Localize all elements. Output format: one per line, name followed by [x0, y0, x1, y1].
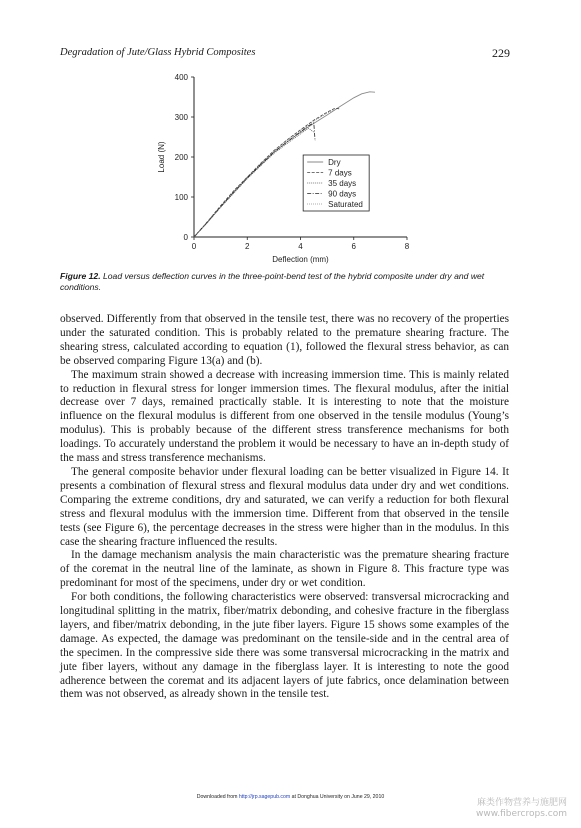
figure-caption — [60, 271, 512, 293]
legend-label: Dry — [328, 158, 341, 167]
watermark-line: www.fibercrops.com — [476, 809, 567, 819]
footer-link[interactable]: http://jrp.sagepub.com — [238, 794, 291, 800]
y-tick-label: 0 — [183, 233, 188, 242]
running-title: Degradation of Jute/Glass Hybrid Composites — [60, 47, 256, 58]
series-line-90-days — [194, 123, 315, 237]
x-tick-label: 6 — [351, 242, 356, 251]
x-axis-label: Deflection (mm) — [272, 255, 329, 264]
series-line-35-days — [194, 128, 314, 237]
legend-label: 35 days — [328, 179, 357, 188]
paragraph: The general composite behavior under flexural loading can be better visualized in Figure 14. It presents a combination of flexural stress and flexural modulus data under dry and wet conditions. Comparing the extreme conditions, dry and saturated, we can verify a reduction for both flexural stress and flexural modulus with the immersion time. Different from that observed in the tensile tests (see Figure 6), the percentage decreases in the stress were higher than in the modulus. In this case the shearing fracture influenced the results. — [60, 465, 509, 548]
footer-suffix: at Donghua University on June 29, 2010 — [290, 794, 385, 800]
paragraph: In the damage mechanism analysis the main characteristic was the premature shearing fracture of the coremat in the neutral line of the laminate, as shown in Figure 8. This fracture type was predominant for most of the specimens, under dry or wet condition. — [60, 549, 509, 590]
legend-label: 90 days — [328, 189, 357, 199]
body-text — [60, 313, 509, 702]
x-tick-label: 4 — [298, 242, 303, 251]
y-tick-label: 400 — [174, 73, 188, 82]
chart-legend — [303, 155, 369, 211]
paragraph: The maximum strain showed a decrease with increasing immersion time. This is mainly related to reduction in flexural stress for longer immersion times. The flexural modulus, after the initial decrease over 7 days, remained practically stable. It is interesting to note that the moisture influence on the flexural modulus is different from one observed in the tensile modulus (Young’s modulus). This is probably because of the different stress transference mechanisms for both loadings. To accurately understand the problem it would be necessary to have an in-depth study of the mass and stress transference mechanisms. — [60, 368, 509, 465]
figure-label: Figure 12. — [60, 271, 101, 281]
watermark — [476, 798, 567, 820]
x-tick-label: 2 — [245, 242, 250, 251]
x-tick-label: 0 — [191, 242, 197, 251]
legend-label: Saturated — [328, 200, 363, 209]
footer-prefix: Downloaded from — [196, 794, 239, 800]
y-axis-label: Load (N) — [157, 141, 166, 173]
x-tick-label: 8 — [404, 242, 410, 251]
running-header — [60, 47, 510, 63]
page-number: 229 — [492, 46, 510, 60]
load-deflection-chart — [150, 68, 420, 268]
y-tick-label: 100 — [174, 193, 188, 202]
figure-caption-text: Load versus deflection curves in the three-point-bend test of the hybrid composite under dry and wet conditions. — [60, 271, 485, 292]
y-tick-label: 200 — [174, 153, 188, 162]
y-tick-label: 300 — [174, 113, 188, 122]
paragraph: For both conditions, the following characteristics were observed: transversal microcracking and longitudinal splitting in the matrix, fiber/matrix debonding, and cohesive fracture in the fiberglass layers, and fiber/matrix debonding, in the jute fiber layers. Figure 15 shows some examples of the damage. As expected, the damage was predominant on the tensile-side and in the central area of the specimen. In the compressive side there was some transversal microcracking in the matrix and jute fiber layers, without any damage in the fiberglass layer. It is interesting to note the good adherence between the coremat and its adjacent layers of jute fabrics, once delamination between them was not observed, as already shown in the tensile test. — [60, 591, 509, 701]
legend-label: 7 days — [328, 168, 352, 178]
paragraph: observed. Differently from that observed in the tensile test, there was no recovery of the properties under the saturated condition. This is probably related to the premature shearing fracture. The shearing stress, calculated according to equation (1), followed the flexural stress behavior, as can be observed comparing Figure 13(a) and (b). — [60, 313, 509, 367]
watermark-line: 麻类作物营养与施肥网 — [476, 798, 567, 808]
